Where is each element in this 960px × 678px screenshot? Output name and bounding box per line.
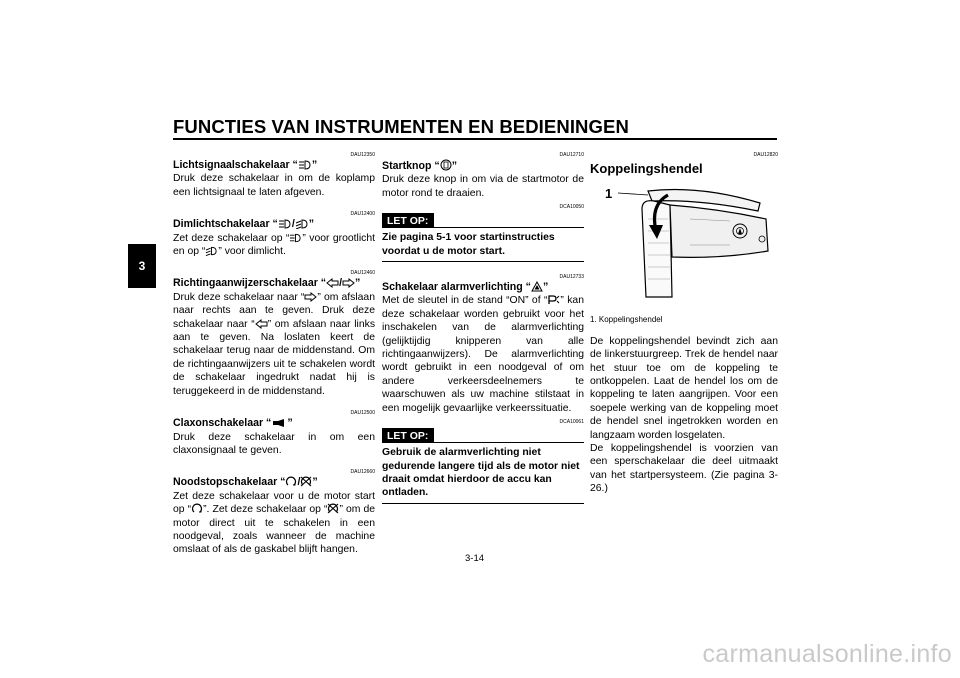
horn-icon: [271, 418, 287, 428]
turn-right-icon: [342, 278, 355, 288]
engine-stop-icon: [300, 476, 312, 487]
section-code: DAU12460: [350, 270, 375, 277]
turn-right-icon: [304, 292, 317, 302]
section-body: De koppelingshendel is voorzien van een sperschakelaar die deel uitmaakt van het startpersysteem. (Zie pagina 3-26.): [590, 443, 778, 495]
section-heading-engine-stop-switch: Noodstopschakelaar “ / ”: [173, 476, 318, 489]
page-number: 3-14: [465, 553, 485, 564]
turn-left-icon: [326, 278, 339, 288]
section-code: DAU12350: [350, 152, 375, 158]
column-1: [173, 150, 375, 557]
section-title: Koppelingshendel: [590, 161, 703, 176]
section-heading-turn-signal-switch: Richtingaanwijzerschakelaar “ / ”: [173, 277, 361, 290]
column-2: [382, 150, 584, 504]
figure-caption: 1. Koppelingshendel: [590, 315, 663, 325]
low-beam-icon: [295, 219, 309, 229]
notice-header: [382, 428, 584, 443]
section-body: Druk deze schakelaar naar “ ” om afslaan naar rechts aan te geven. Druk deze schakelaar naar “ ” om afslaan naar links aan te geven. Na loslaten keert de schakelaar terug naar de middenstand. Om de richtingaanwijzers uit te schakelen wordt de schakelaar ingedrukt nadat hij is teruggekeerd in de middenstand.: [173, 291, 376, 397]
parking-icon: [547, 295, 560, 305]
notice-rule: [434, 227, 584, 228]
section-heading-passing-switch: Lichtsignaalschakelaar “ ”: [173, 159, 318, 171]
section-code: DAU12400: [350, 211, 375, 218]
section-heading-hazard-switch: Schakelaar alarmverlichting “ ”: [382, 281, 549, 294]
notice-end-rule: [382, 503, 584, 504]
start-icon: [440, 159, 452, 171]
clutch-lever-drawing: [590, 179, 778, 309]
notice-text: Zie pagina 5-1 voor startinstructies voordat u de motor start.: [382, 232, 555, 257]
notice-text: Gebruik de alarmverlichting niet gedurende langere tijd als de motor niet draait omdat hierdoor de accu kan ontladen.: [382, 447, 580, 499]
section-body: De koppelingshendel bevindt zich aan de linkerstuurgreep. Trek de hendel naar het stuur toe om de koppeling te ontkoppelen. Laat de hendel los om de koppeling te laten aangrijpen. Voor een soepele werking van de koppeling moet de hendel snel ingetrokken worden en langzaam worden losgelaten.: [590, 335, 778, 441]
turn-left-icon: [255, 319, 268, 329]
engine-run-icon: [285, 476, 297, 487]
section-heading-dimmer-switch: Dimlichtschakelaar “ / ”: [173, 218, 315, 231]
engine-run-icon: [191, 503, 203, 514]
watermark: carmanualsonline.info: [702, 640, 952, 668]
notice-badge: LET OP:: [382, 428, 434, 443]
section-heading-start-switch: Startknop “ ”: [382, 160, 457, 172]
page-title: FUNCTIES VAN INSTRUMENTEN EN BEDIENINGEN: [173, 116, 629, 137]
clutch-lever-illustration: [590, 179, 778, 309]
hazard-icon: [531, 281, 543, 292]
header-rule: [173, 138, 777, 140]
section-body: Druk deze schakelaar in om een claxonsignaal te geven.: [173, 431, 375, 456]
section-body: Met de sleutel in de stand “ON” of “ ” kan deze schakelaar worden gebruikt voor het inschakelen van de alarmverlichting (gelijktijdig knipperen van alle richtingaanwijzers). De alarmverlichting wordt gebruikt in een noodgeval of om andere verkeersdeelnemers te waarschuwen als uw machine stilstaat in een mogelijk gevaarlijke verkeerssituatie.: [382, 295, 584, 414]
section-body: Druk deze knop in om via de startmotor de motor rond te draaien.: [382, 174, 584, 199]
notice-header: [382, 213, 584, 228]
notice-code: DCA10061: [559, 419, 584, 426]
engine-stop-icon: [327, 503, 339, 514]
section-code: DAU12660: [350, 469, 375, 476]
section-body: Druk deze schakelaar in om de koplamp een lichtsignaal te laten afgeven.: [173, 173, 375, 198]
high-beam-icon: [298, 160, 312, 170]
callout-number: 1: [605, 186, 613, 202]
section-body: Zet deze schakelaar op “ ” voor grootlicht en op “ ” voor dimlicht.: [173, 232, 376, 258]
section-code: DAU12710: [559, 152, 584, 158]
section-heading-horn-switch: Claxonschakelaar “ ”: [173, 417, 293, 430]
chapter-tab: 3: [128, 244, 156, 288]
notice-code: DCA10050: [559, 204, 584, 211]
high-beam-icon: [278, 219, 292, 229]
section-code: DAU12500: [350, 410, 375, 417]
column-3: [590, 150, 778, 496]
notice-badge: LET OP:: [382, 213, 434, 228]
high-beam-icon: [289, 233, 302, 243]
notice-rule: [434, 442, 584, 443]
section-body: Zet deze schakelaar voor u de motor start op “ ”. Zet deze schakelaar op “ ” om de motor direct uit te schakelen in een noodgeval, zoals wanneer de machine omslaat of als de gaskabel blijft hangen.: [173, 490, 376, 556]
section-code: DAU12820: [753, 152, 778, 158]
low-beam-icon: [205, 246, 218, 256]
section-code: DAU12733: [559, 274, 584, 281]
